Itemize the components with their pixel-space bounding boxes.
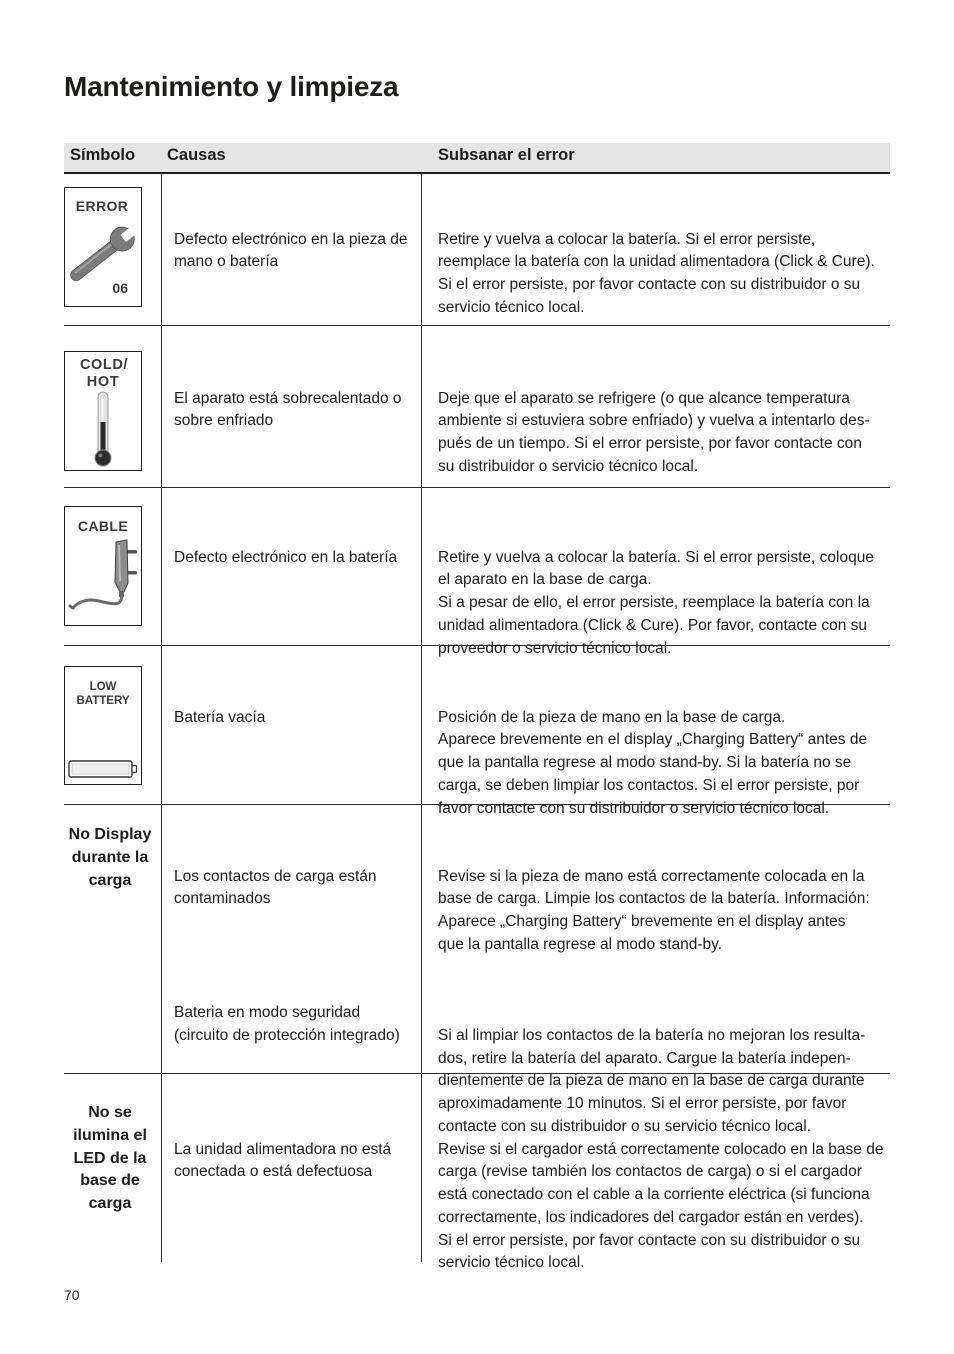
battery-empty-cell <box>72 764 129 774</box>
table-row <box>64 645 890 817</box>
fix-text: Revise si el cargador está correctamente colocado en la base de carga (revise también los contactos de carga) o si el cargador está conectado con el cable a la corriente eléctrica (si funciona correctamente, los indicadores del cargador están en verdes). Si el error persiste, por favor contacte con su distribuidor o su servicio técnico local. <box>438 1140 884 1272</box>
battery-shape <box>69 761 137 777</box>
fix-cell <box>438 1093 883 1321</box>
cause-cell <box>174 342 402 479</box>
symbol-cell <box>64 187 142 307</box>
wrench-shape <box>65 220 141 288</box>
thermometer-mercury <box>101 422 106 454</box>
thermometer-bulb <box>95 450 111 466</box>
header-symbol: Símbolo <box>70 146 136 164</box>
plug-shape <box>70 540 137 608</box>
error-label: ERROR <box>75 198 129 214</box>
cause-text: El aparato está sobrecalentado o sobre enfriado <box>174 389 402 430</box>
thermometer-shape <box>95 392 111 466</box>
low-battery-icon <box>65 667 141 785</box>
cause-cell <box>174 501 397 615</box>
cause-cell <box>174 820 400 1093</box>
table-row <box>64 174 890 325</box>
plug-body <box>115 540 128 592</box>
symbol-cell <box>64 666 142 785</box>
cause-text: La unidad alimentadora no está conectada o está defectuosa <box>174 1140 392 1181</box>
battery-label: BATTERY <box>76 695 130 707</box>
error-code: 06 <box>112 280 128 296</box>
table-row <box>64 487 890 657</box>
fix-text: Retire y vuelva a colocar la batería. Si el error persiste, reemplace la batería con la unidad alimentadora (Click & Cure). Si el error persiste, por favor contacte con su distribuidor o su servicio técnico local. <box>438 230 875 316</box>
cold-label: COLD/ <box>79 357 129 373</box>
table-row <box>64 804 890 1135</box>
symbol-text: No se ilumina el LED de la base de carga <box>73 1104 147 1212</box>
plug-cord <box>70 596 122 608</box>
cause-text: Defecto electrónico en la pieza de mano o batería <box>174 230 408 271</box>
error-wrench-icon <box>65 188 141 306</box>
table-row <box>64 1073 890 1272</box>
page-number: 70 <box>64 1287 80 1303</box>
fix-text: Si al limpiar los contactos de la batería no mejoran los resulta- dos, retire la batería del aparato. Cargue la batería indepen- dientemente de la pieza de mano en la base de carga durante aproximadamente 10 minutos. Si el error persiste, por favor contacte con su distribuidor o su servicio técnico local. <box>438 1026 866 1135</box>
page-title: Mantenimiento y limpieza <box>64 71 399 102</box>
cable-label: CABLE <box>77 518 129 534</box>
battery-terminal <box>132 766 137 773</box>
symbol-cell <box>64 351 142 471</box>
cause-text: Los contactos de carga están contaminados <box>174 867 377 908</box>
low-label: LOW <box>89 681 117 693</box>
fix-text: Retire y vuelva a colocar la batería. Si el error persiste, coloque el aparato en la base de carga. Si a pesar de ello, el error persiste, reemplace la batería con la unidad alimentadora (Click & Cure). Por favor, contacte con su proveedor o servicio técnico local. <box>438 548 874 657</box>
tube-highlight <box>102 396 104 422</box>
fix-text: Deje que el aparato se refrigere (o que alcance temperatura ambiente si estuviera sobre enfriado) y vuelva a intentarlo des- pués de un tiempo. Si el error persiste, por favor contacte con su distribuidor o servicio técnico local. <box>438 389 870 475</box>
cause-cell <box>174 661 265 775</box>
cause-cell <box>174 183 408 320</box>
cause-text: Batería vacía <box>174 708 266 726</box>
symbol-cell <box>64 506 142 626</box>
header-fix: Subsanar el error <box>438 146 575 164</box>
hot-label: HOT <box>86 374 120 390</box>
cause-text: Bateria en modo seguridad (circuito de protección integrado) <box>174 1004 400 1044</box>
table-header <box>64 143 890 173</box>
fix-text: Posición de la pieza de mano en la base de carga. Aparece brevemente en el display „Charging Battery“ antes de que la pantalla regrese al modo stand-by. Si la batería no se carga, se deben limpiar los contactos. Si el error persiste, por favor contacte con su distribuidor o servicio técnico local. <box>438 708 868 817</box>
plug-cable-icon <box>65 507 141 625</box>
bulb-highlight <box>99 454 103 458</box>
cause-text: Defecto electrónico en la batería <box>174 548 398 566</box>
table-row <box>64 325 890 487</box>
fix-text: Revise si la pieza de mano está correctamente colocada en la base de carga. Limpie los contactos de la batería. Información: Aparece „Charging Battery“ brevemente en el display antes que la pantalla regrese al modo stand-by. <box>438 867 870 953</box>
symbol-text: No Display durante la carga <box>68 826 152 889</box>
cause-cell <box>174 1093 391 1230</box>
thermometer-icon <box>65 352 141 470</box>
header-cause: Causas <box>167 146 226 164</box>
